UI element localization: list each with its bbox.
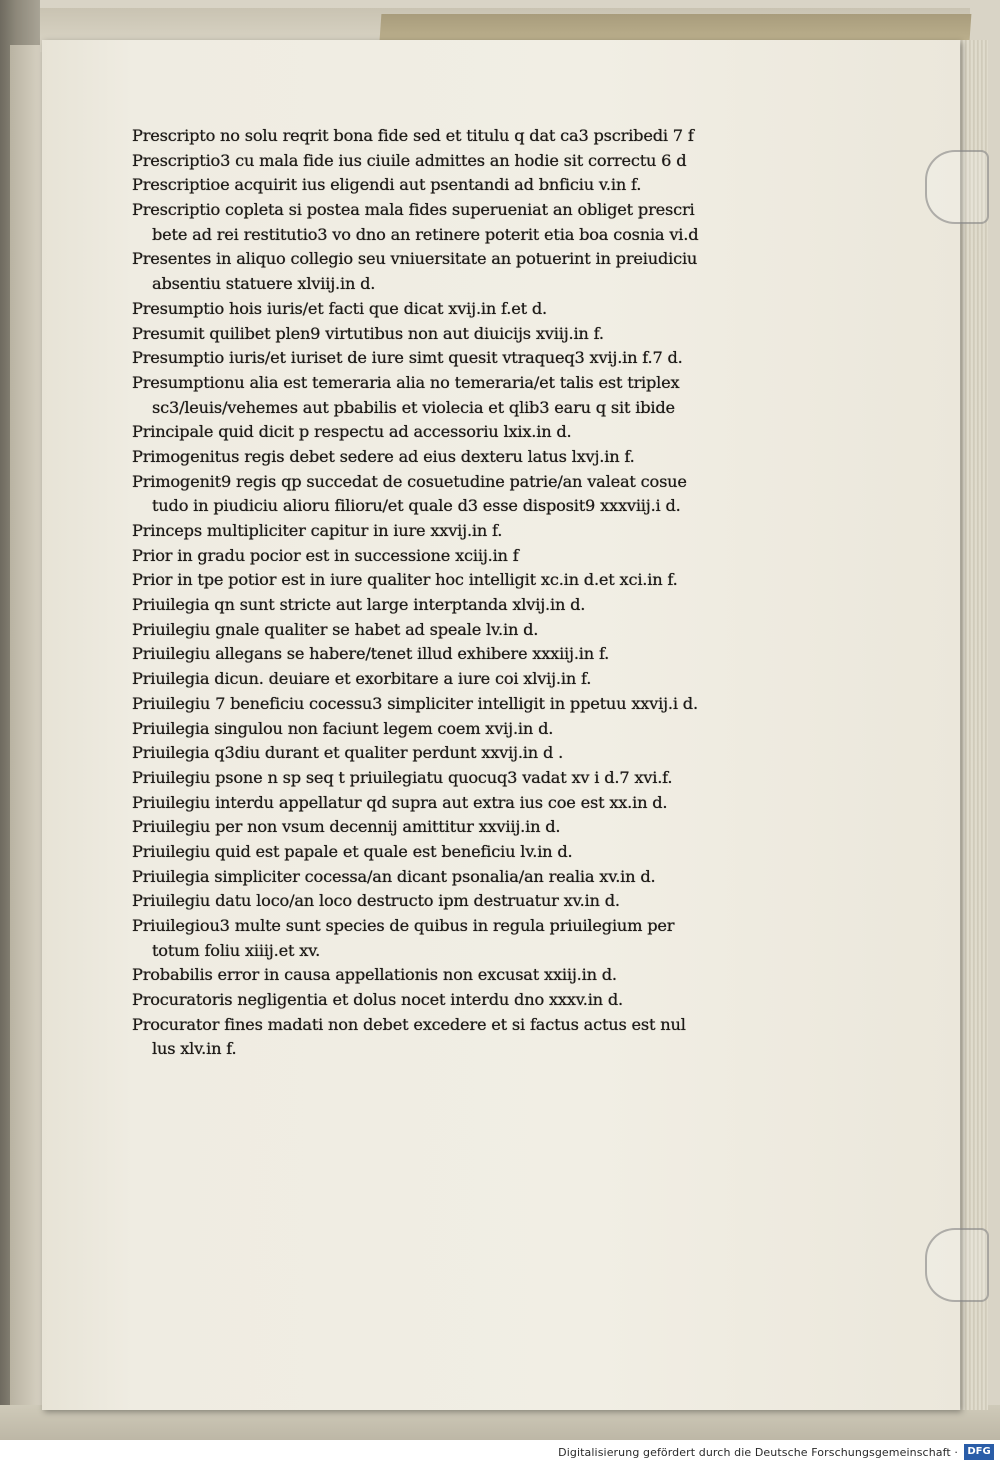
text-line: Priuilegia qn sunt stricte aut large interptanda xlvij.in d. bbox=[132, 595, 586, 615]
text-line: Presumit quilibet plen9 virtutibus non aut diuicijs xviij.in f. bbox=[132, 323, 604, 343]
text-line: Priuilegiu interdu appellatur qd supra aut extra ius coe est xx.in d. bbox=[132, 792, 668, 812]
text-line: Princeps multipliciter capitur in iure xxvij.in f. bbox=[132, 521, 503, 540]
text-line: Priuilegia simpliciter cocessa/an dicant psonalia/an realia xv.in d. bbox=[132, 866, 656, 886]
text-line: Priuilegiu per non vsum decennij amittitur xxviij.in d. bbox=[132, 817, 561, 837]
text-line: Presumptio hois iuris/et facti que dicat xvij.in f.et d. bbox=[132, 298, 547, 318]
text-line: Priuilegiu psone n sp seq t priuilegiatu quocuq3 vadat xv i d.7 xvi.f. bbox=[132, 767, 673, 787]
bottom-cover-edge bbox=[0, 1405, 1000, 1440]
text-line: Presumptionu alia est temeraria alia no temeraria/et talis est triplex bbox=[132, 372, 680, 392]
text-line: Primogenit9 regis qp succedat de cosuetudine patrie/an valeat cosue bbox=[132, 471, 687, 491]
text-line: tudo in piudiciu alioru filioru/et quale d3 esse disposit9 xxxviij.i d. bbox=[152, 496, 681, 516]
text-line: Priuilegia singulou non faciunt legem coem xvij.in d. bbox=[132, 718, 554, 738]
text-line: Primogenitus regis debet sedere ad eius dexteru latus lxvj.in f. bbox=[132, 446, 635, 466]
right-page-stack bbox=[958, 40, 988, 1410]
page-text bbox=[132, 124, 782, 1062]
text-line: Prescriptioe acquirit ius eligendi aut psentandi ad bnficiu v.in f. bbox=[132, 175, 642, 195]
text-line: Procurator fines madati non debet excedere et si factus actus est nul bbox=[132, 1014, 686, 1034]
text-line: Presumptio iuris/et iuriset de iure simt quesit vtraqueq3 xvij.in f.7 d. bbox=[132, 348, 683, 368]
text-line: Priuilegiu 7 beneficiu cocessu3 simpliciter intelligit in ppetuu xxvij.i d. bbox=[132, 693, 698, 713]
text-line: Priuilegiu allegans se habere/tenet illud exhibere xxxiij.in f. bbox=[132, 644, 610, 664]
page-clip-bottom bbox=[925, 1228, 989, 1302]
text-line: Probabilis error in causa appellationis non excusat xxiij.in d. bbox=[132, 965, 617, 985]
text-line: Principale quid dicit p respectu ad accessoriu lxix.in d. bbox=[132, 422, 572, 442]
text-line: Priuilegiu gnale qualiter se habet ad speale lv.in d. bbox=[132, 619, 539, 639]
text-line: bete ad rei restitutio3 vo dno an retinere poterit etia boa cosnia vi.d bbox=[152, 224, 699, 244]
attribution-footer bbox=[0, 1440, 1000, 1466]
text-line: totum foliu xiiij.et xv. bbox=[152, 940, 321, 960]
text-line: Priuilegiou3 multe sunt species de quibus in regula priuilegium per bbox=[132, 916, 675, 935]
text-line: Presentes in aliquo collegio seu vniuersitate an potuerint in preiudiciu bbox=[132, 249, 698, 269]
funding-notice: Digitalisierung gefördert durch die Deutsche Forschungsgemeinschaft · bbox=[558, 1446, 958, 1459]
text-line: Priuilegiu quid est papale et quale est beneficiu lv.in d. bbox=[132, 841, 573, 861]
text-line: Priuilegia q3diu durant et qualiter perdunt xxvij.in d . bbox=[132, 743, 564, 763]
text-line: Prior in gradu pocior est in successione xciij.in f bbox=[132, 545, 519, 565]
text-line: Prior in tpe potior est in iure qualiter hoc intelligit xc.in d.et xci.in f. bbox=[132, 570, 678, 590]
text-line: Prescripto no solu reqrit bona fide sed et titulu q dat ca3 pscribedi 7 f bbox=[132, 126, 694, 145]
text-line: absentiu statuere xlviij.in d. bbox=[152, 274, 376, 294]
text-line: Prescriptio3 cu mala fide ius ciuile admittes an hodie sit correctu 6 d bbox=[132, 150, 687, 170]
text-line: sc3/leuis/vehemes aut pbabilis et violecia et qlib3 earu q sit ibide bbox=[152, 397, 675, 417]
text-line: Prescriptio copleta si postea mala fides superueniat an obliget prescri bbox=[132, 200, 695, 220]
text-line: Priuilegiu datu loco/an loco destructo ipm destruatur xv.in d. bbox=[132, 891, 620, 911]
text-line: Priuilegia dicun. deuiare et exorbitare a iure coi xlvij.in f. bbox=[132, 669, 592, 689]
text-line: Procuratoris negligentia et dolus nocet interdu dno xxxv.in d. bbox=[132, 990, 623, 1010]
dfg-logo: DFG bbox=[964, 1444, 994, 1460]
page-clip-top bbox=[925, 150, 989, 224]
text-line: lus xlv.in f. bbox=[152, 1039, 237, 1059]
